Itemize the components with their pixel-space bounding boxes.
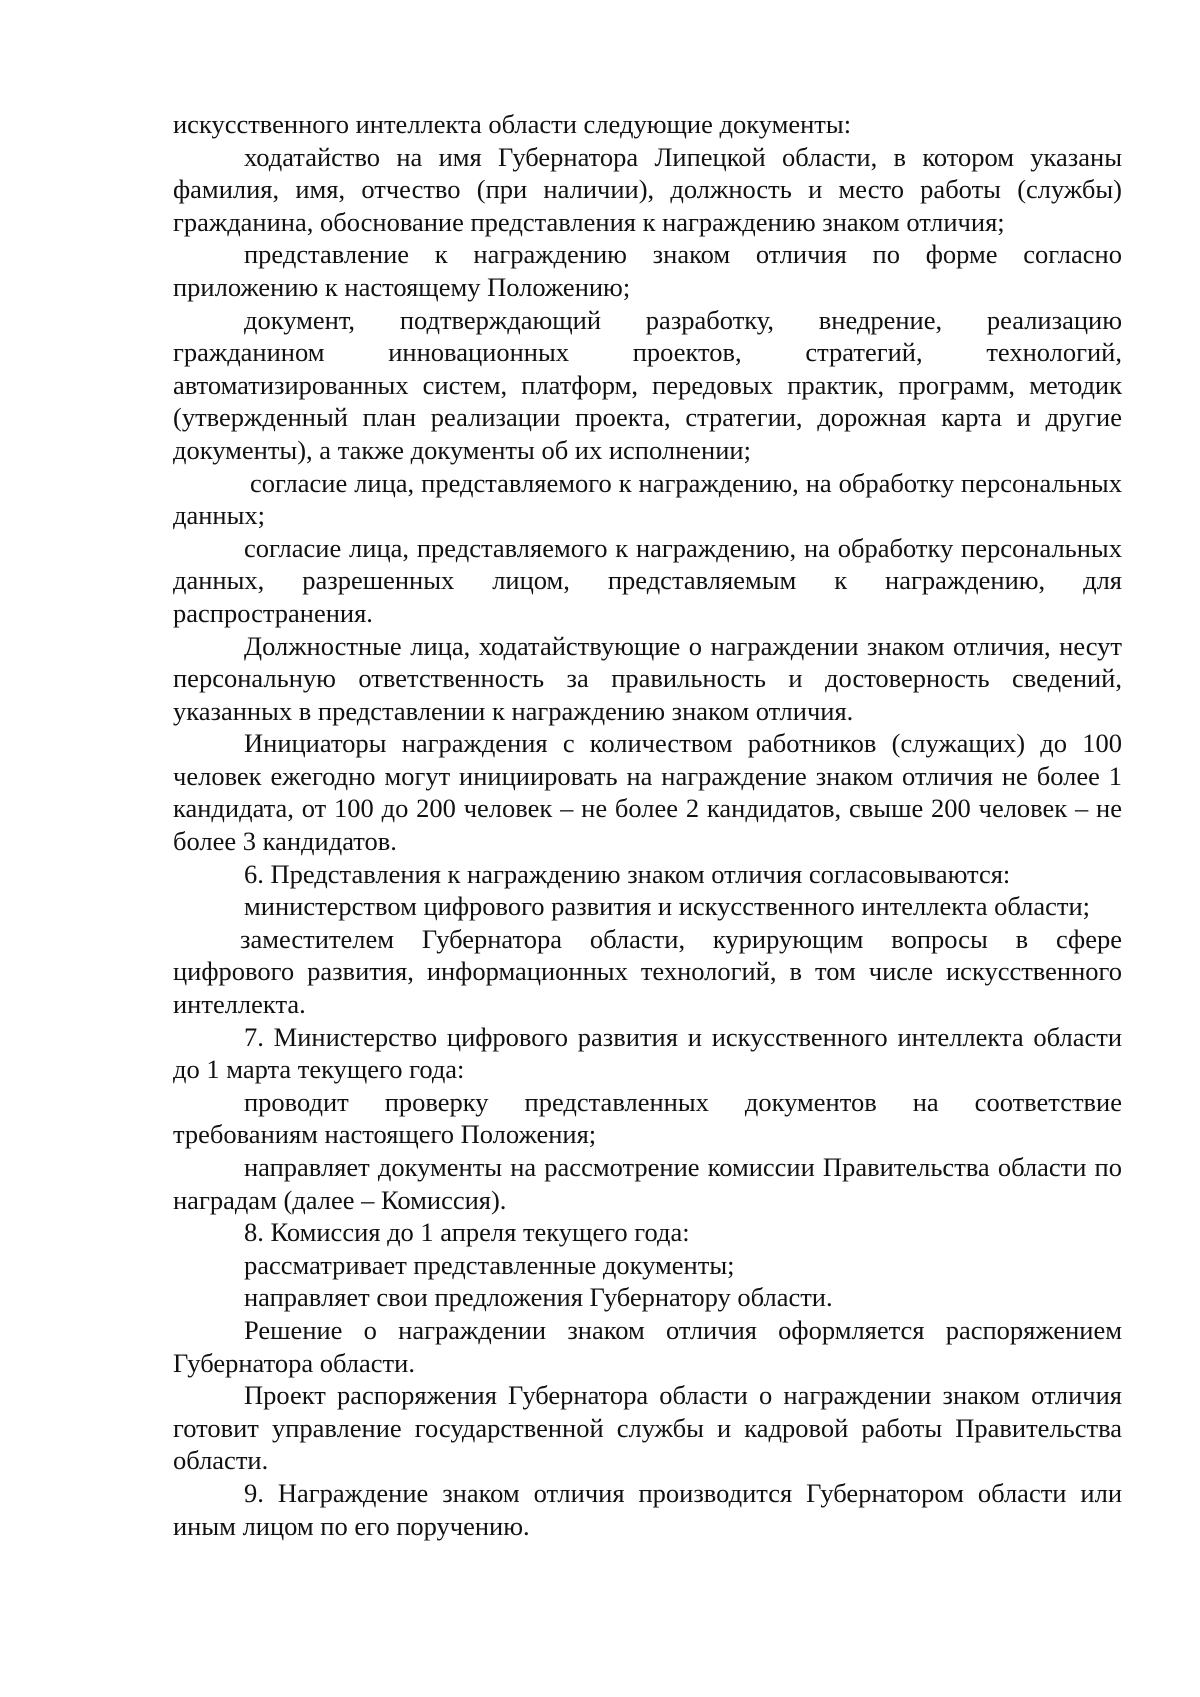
paragraph-item-9: 9. Награждение знаком отличия производится Губернатором области или иным лицом по его поручению.: [173, 1477, 1122, 1541]
paragraph-send-to-commission: направляет документы на рассмотрение комиссии Правительства области по наградам (далее – Комиссия).: [173, 1152, 1122, 1215]
paragraph-submission-form: представление к награждению знаком отличия по форме согласно приложению к настоящему Положению;: [173, 239, 1122, 302]
paragraph-item-7: 7. Министерство цифрового развития и искусственного интеллекта области до 1 марта текущего года:: [173, 1021, 1122, 1085]
paragraph-petition: ходатайство на имя Губернатора Липецкой области, в котором указаны фамилия, имя, отчество (при наличии), должность и место работы (службы) гражданина, обоснование представления к награждению знаком отличия;: [173, 141, 1122, 237]
paragraph-officials-responsibility: Должностные лица, ходатайствующие о награждении знаком отличия, несут персональную ответственность за правильность и достоверность сведений, указанных в представлении к награждению знаком отличия.: [173, 630, 1122, 726]
paragraph-decision: Решение о награждении знаком отличия оформляется распоряжением Губернатора области.: [173, 1314, 1122, 1378]
document-page: [173, 108, 1122, 1542]
paragraph-supporting-document: документ, подтверждающий разработку, внедрение, реализацию гражданином инновационных проектов, стратегий, технологий, автоматизированных систем, платформ, передовых практик, программ, методик (утвержденный план реализации проекта, стратегии, дорожная карта и другие документы), а также документы об их исполнении;: [173, 304, 1122, 465]
paragraph-consent-processing: согласие лица, представляемого к награждению, на обработку персональных данных;: [173, 467, 1122, 531]
paragraph-item-8: 8. Комиссия до 1 апреля текущего года:: [244, 1217, 690, 1248]
paragraph-draft-order: Проект распоряжения Губернатора области о награждении знаком отличия готовит управление государственной службы и кадровой работы Правительства области.: [173, 1380, 1122, 1476]
paragraph-item-6: 6. Представления к награждению знаком отличия согласовываются:: [244, 858, 1011, 889]
paragraph-deputy-approval: заместителем Губернатора области, курирующим вопросы в сфере цифрового развития, информационных технологий, в том числе искусственного интеллекта.: [173, 923, 1122, 1020]
paragraph-continuation: искусственного интеллекта области следующие документы:: [173, 109, 852, 139]
paragraph-consent-distribution: согласие лица, представляемого к награждению, на обработку персональных данных, разрешенных лицом, представляемым к награждению, для распространения.: [173, 532, 1122, 628]
paragraph-document-check: проводит проверку представленных документов на соответствие требованиям настоящего Положения;: [173, 1086, 1122, 1150]
paragraph-proposals: направляет свои предложения Губернатору области.: [244, 1282, 833, 1313]
paragraph-ministry-approval: министерством цифрового развития и искусственного интеллекта области;: [244, 891, 1091, 922]
paragraph-review-documents: рассматривает представленные документы;: [244, 1249, 735, 1280]
paragraph-nomination-limits: Инициаторы награждения с количеством работников (служащих) до 100 человек ежегодно могут инициировать на награждение знаком отличия не более 1 кандидата, от 100 до 200 человек – не более 2 кандидатов, свыше 200 человек – не более 3 кандидатов.: [173, 728, 1122, 857]
